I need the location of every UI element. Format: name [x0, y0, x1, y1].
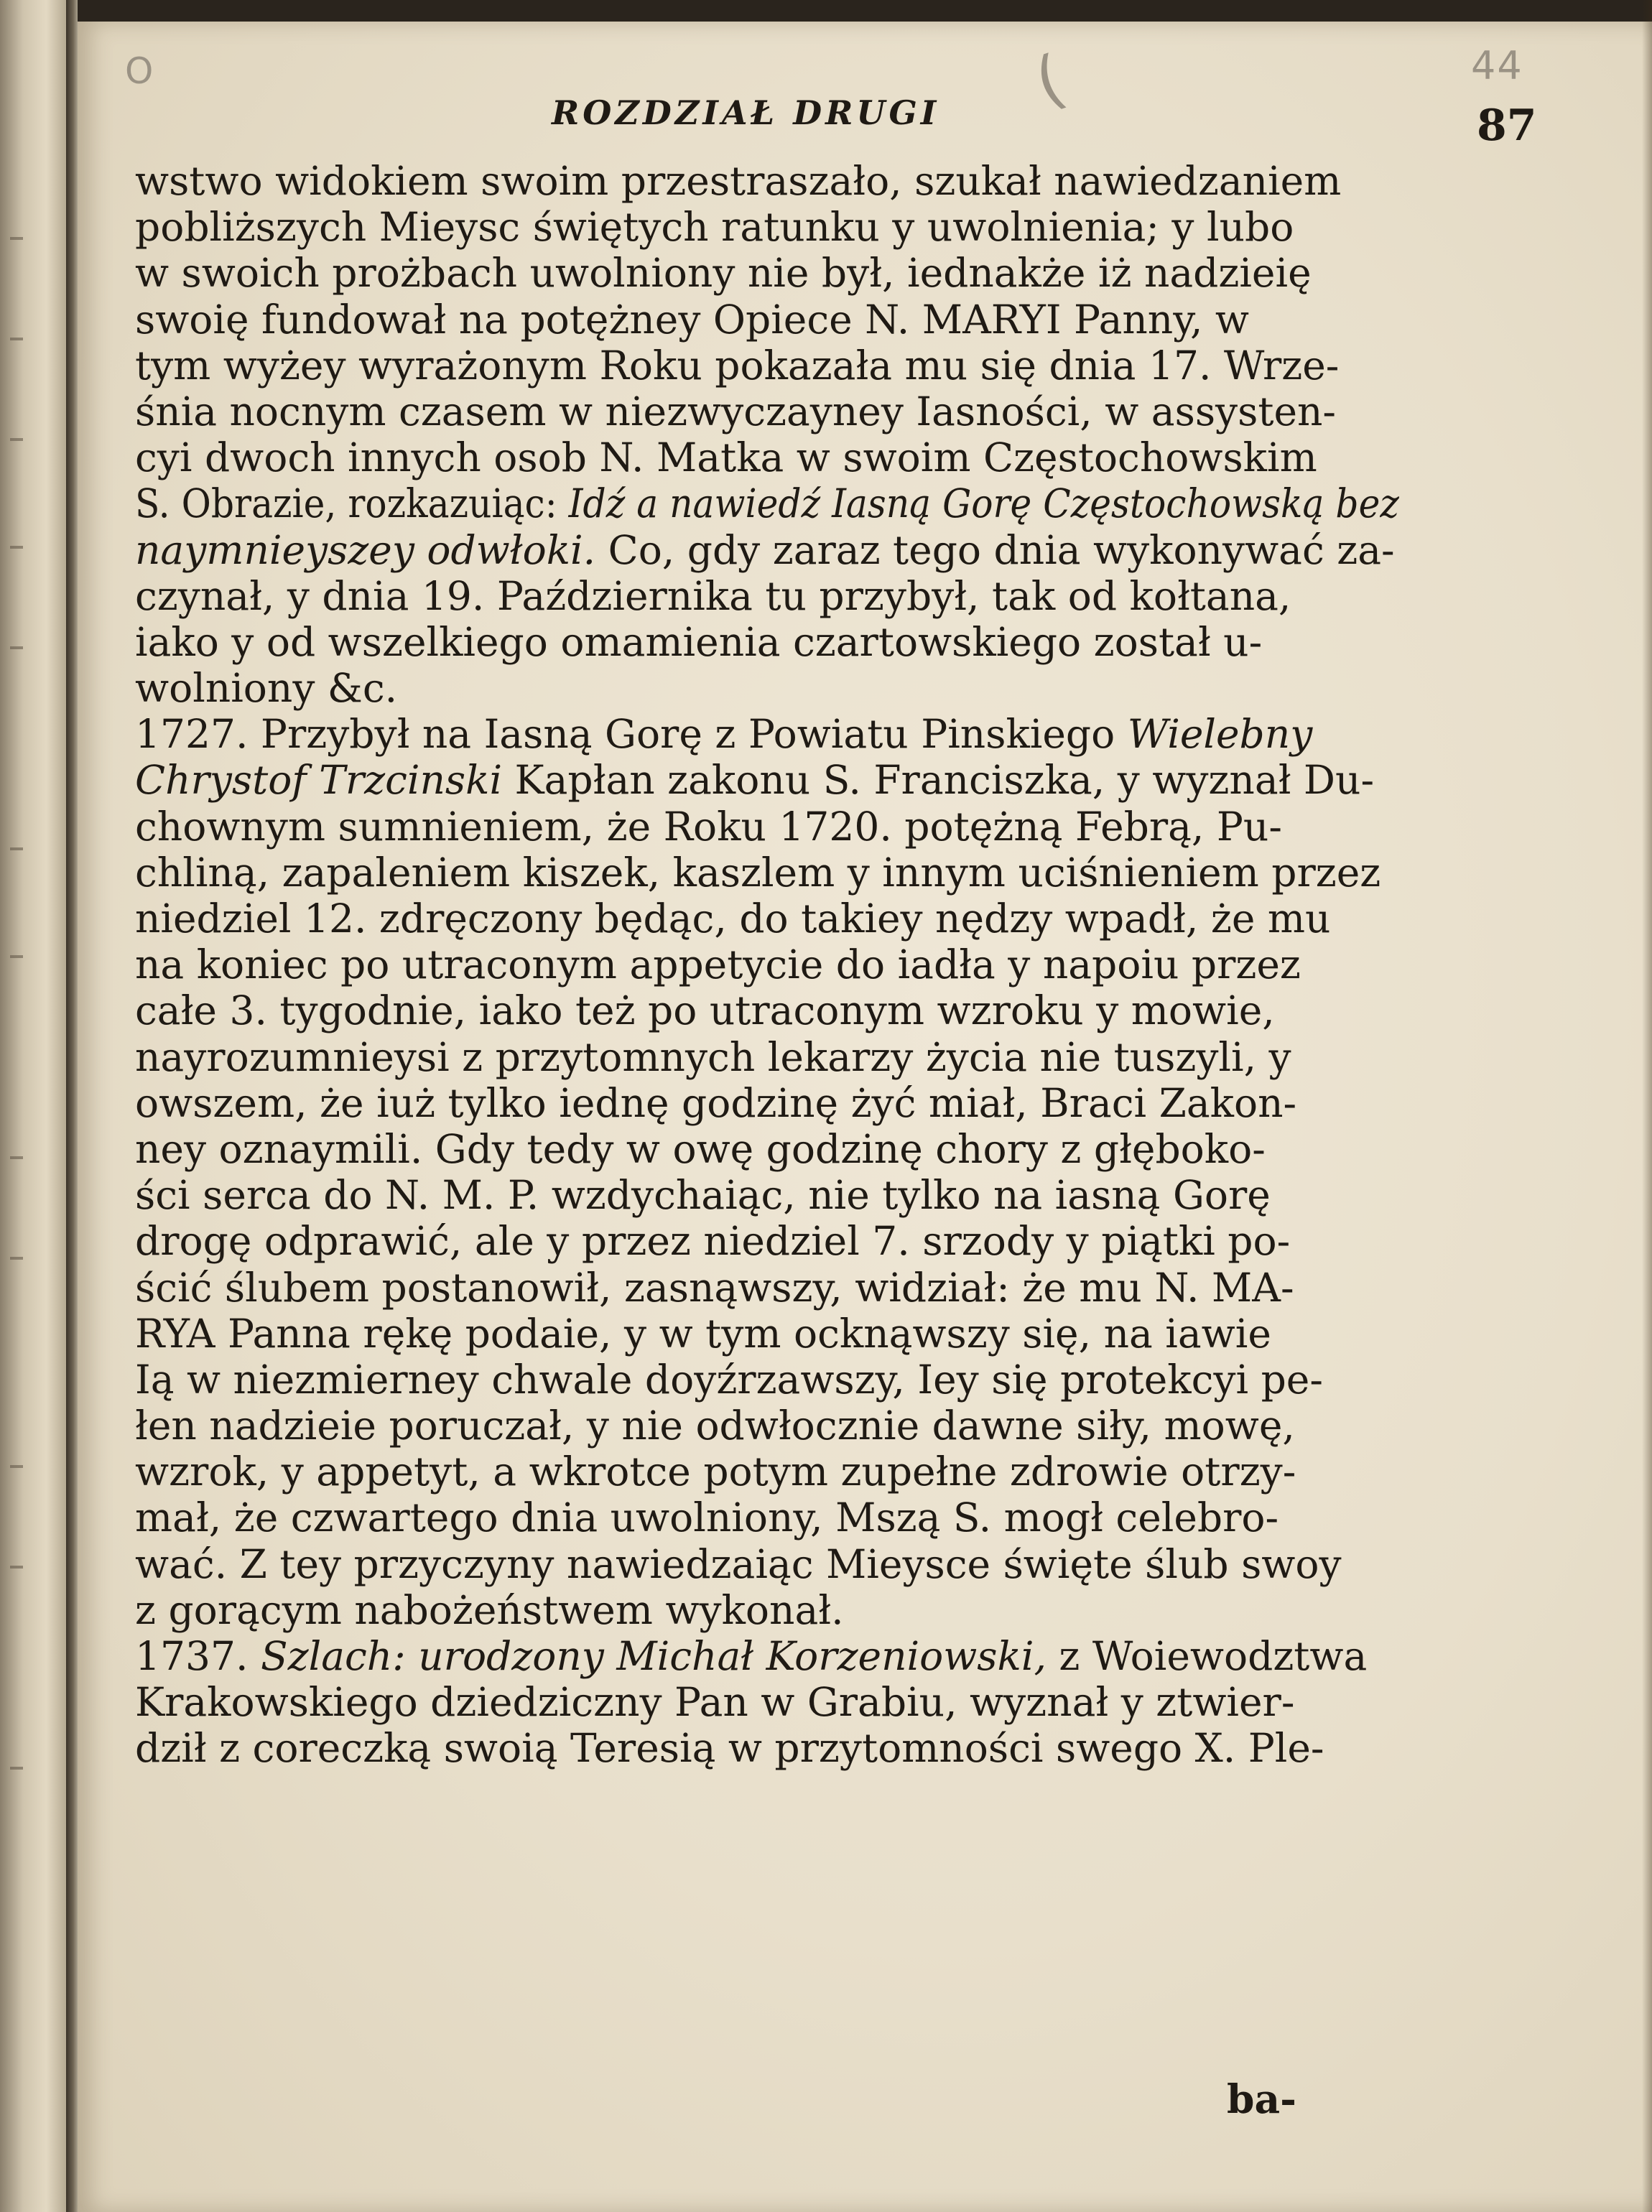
text-line: chliną, zapaleniem kiszek, kaszlem y innym uciśnieniem przez	[135, 849, 1381, 896]
text-line-with-quote	[135, 480, 1399, 527]
pencil-annotation-mark: (	[1026, 41, 1074, 121]
text-line-with-quote	[135, 527, 1399, 573]
page-number: 87	[1477, 101, 1537, 151]
text-line: na koniec po utraconym appetycie do iadła y napoiu przez	[135, 942, 1301, 988]
text-line: chownym sumnieniem, że Roku 1720. potężną Febrą, Pu-	[135, 803, 1282, 850]
text-line-start: 1727. Przybył na Iasną Gorę z Powiatu Pinskiego	[135, 711, 1115, 758]
pencil-annotation-zero: O	[125, 50, 154, 92]
catchword: ba-	[1227, 2076, 1296, 2122]
running-head: ROZDZIAŁ DRUGI	[552, 93, 940, 132]
text-line-with-name	[135, 711, 1399, 757]
page-edge-shadow	[1642, 0, 1652, 2212]
text-line: RYA Panna rękę podaie, y w tym ocknąwszy się, na iawie	[135, 1310, 1271, 1357]
text-line-start: S. Obrazie, rozkazuiąc:	[135, 480, 557, 527]
text-line: iako y od wszelkiego omamienia czartowskiego został u-	[135, 618, 1263, 665]
italic-name: Szlach: urodzony Michał Korzeniowski,	[260, 1633, 1047, 1679]
book-gutter	[66, 0, 78, 2212]
text-line: wstwo widokiem swoim przestraszało, szukał nawiedzaniem	[135, 158, 1342, 204]
text-line: nayrozumnieysi z przytomnych lekarzy życia nie tuszyli, y	[135, 1033, 1291, 1080]
year-marker: 1737.	[135, 1633, 249, 1679]
text-line-tail: Co, gdy zaraz tego dnia wykonywać za-	[608, 526, 1395, 573]
text-line: cyi dwoch innych osob N. Matka w swoim Częstochowskim	[135, 434, 1317, 481]
text-line: łen nadzieie poruczał, y nie odwłocznie dawne siły, mowę,	[135, 1403, 1295, 1449]
text-line: czynał, y dnia 19. Października tu przybył, tak od kołtana,	[135, 572, 1291, 619]
text-line: całe 3. tygodnie, iako też po utraconym wzroku y mowie,	[135, 988, 1275, 1034]
body-text	[135, 158, 1399, 1772]
text-line: ści serca do N. M. P. wzdychaiąc, nie tylko na iasną Gorę	[135, 1172, 1271, 1219]
text-line: Krakowskiego dziedziczny Pan w Grabiu, wyznał y ztwier-	[135, 1679, 1295, 1726]
text-line: ney oznaymili. Gdy tedy w owę godzinę chory z głęboko-	[135, 1125, 1266, 1172]
text-line: z gorącym nabożeństwem wykonał.	[135, 1586, 844, 1633]
text-line: Ią w niezmierney chwale doyźrzawszy, Iey się protekcyi pe-	[135, 1356, 1323, 1403]
italic-title: Wielebny	[1127, 711, 1313, 758]
text-line: tym wyżey wyrażonym Roku pokazała mu się dnia 17. Wrze-	[135, 342, 1340, 389]
text-line: drogę odprawić, ale y przez niedziel 7. srzody y piątki po-	[135, 1218, 1291, 1265]
facing-page-edge	[0, 0, 66, 2212]
text-line: wzrok, y appetyt, a wkrotce potym zupełne zdrowie otrzy-	[135, 1449, 1296, 1495]
italic-name: Chrystof Trzcinski	[135, 757, 503, 804]
text-line: pobliższych Mieysc świętych ratunku y uwolnienia; y lubo	[135, 204, 1294, 251]
pencil-folio-number: 44	[1471, 43, 1523, 88]
text-line-tail: z Woiewodztwa	[1059, 1633, 1368, 1679]
italic-quote-end: naymnieyszey odwłoki.	[135, 526, 596, 573]
text-line-with-name	[135, 1633, 1399, 1679]
text-line: owszem, że iuż tylko iednę godzinę żyć miał, Braci Zakon-	[135, 1079, 1297, 1126]
text-line-with-name	[135, 757, 1399, 803]
text-line: dził z coreczką swoią Teresią w przytomności swego X. Ple-	[135, 1725, 1324, 1772]
book-page	[78, 22, 1652, 2212]
text-line: śnia nocnym czasem w niezwyczayney Iasności, w assysten-	[135, 388, 1336, 434]
text-line: w swoich prożbach uwolniony nie był, iednakże iż nadzieię	[135, 250, 1312, 297]
text-line: niedziel 12. zdręczony będąc, do takiey nędzy wpadł, że mu	[135, 896, 1331, 942]
text-line: ścić ślubem postanowił, zasnąwszy, widział: że mu N. MA-	[135, 1264, 1294, 1311]
text-line: wać. Z tey przyczyny nawiedzaiąc Mieysce święte ślub swoy	[135, 1540, 1342, 1587]
italic-quote: Idź a nawiedź Iasną Gorę Częstochowską bez	[568, 480, 1399, 527]
text-line: wolniony &c.	[135, 665, 398, 712]
text-line: swoię fundował na potężney Opiece N. MARYI Panny, w	[135, 296, 1250, 343]
text-line-tail: Kapłan zakonu S. Franciszka, y wyznał Du-	[514, 757, 1375, 804]
text-line: mał, że czwartego dnia uwolniony, Mszą S. mogł celebro-	[135, 1495, 1279, 1541]
